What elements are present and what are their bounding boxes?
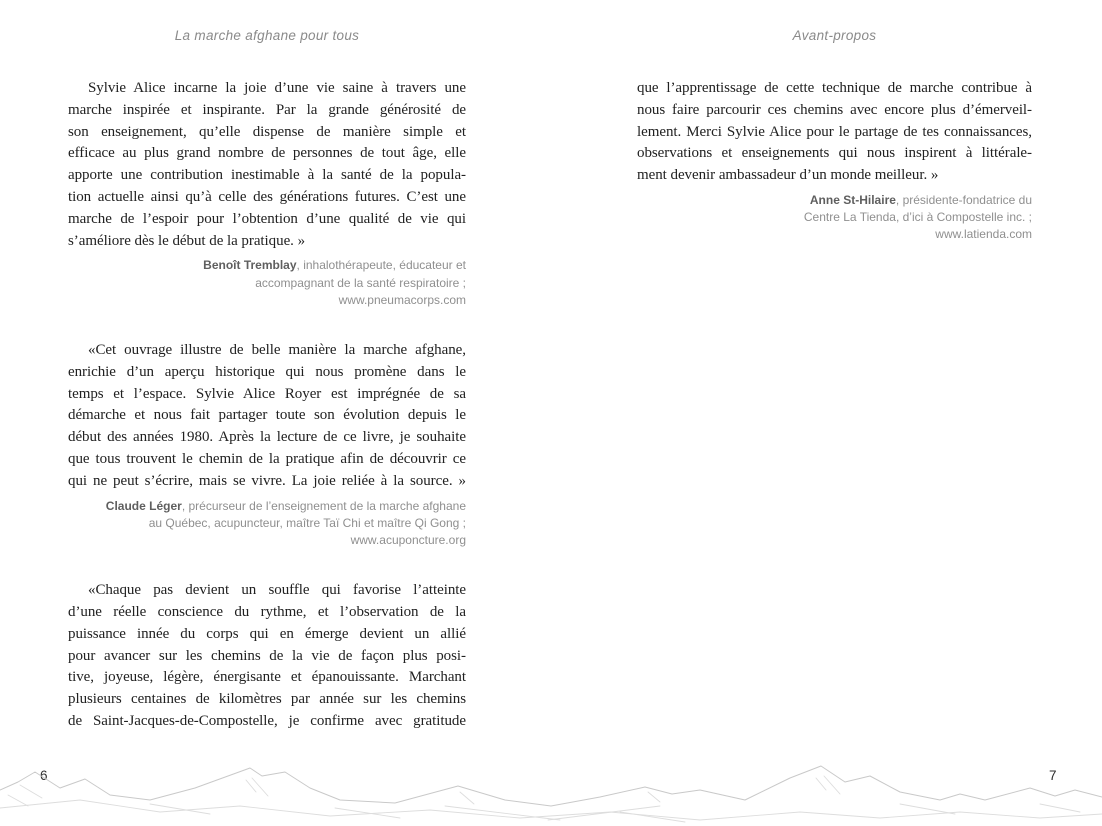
text-line: lement. Merci Sylvie Alice pour le partage de tes connaissances,	[637, 123, 1032, 140]
text-line: efficace au plus grand nombre de personnes de tout âge, elle	[68, 145, 466, 162]
text-line: tive, joyeuse, légère, énergisante et épanouissante. Marchant	[68, 669, 466, 686]
text-line: de Saint-Jacques-de-Compostelle, je confirme avec gratitude	[68, 712, 466, 729]
text-line: pour avancer sur les chemins de la vie de façon plus posi-	[68, 647, 466, 664]
attribution-block	[68, 257, 466, 309]
body-paragraph	[637, 78, 1032, 187]
text-line: nous faire parcourir ces chemins avec encore plus d’émerveil-	[637, 101, 1032, 118]
text-line: ment devenir ambassadeur d’un monde meilleur. »	[637, 167, 939, 184]
attribution-line: Centre La Tienda, d’ici à Compostelle inc. ;	[803, 210, 1032, 225]
text-line: «Chaque pas devient un souffle qui favorise l’atteinte	[88, 582, 466, 599]
attribution-line: Benoît Tremblay, inhalothérapeute, éducateur et	[203, 258, 466, 273]
body-paragraph	[68, 580, 466, 733]
text-line: «Cet ouvrage illustre de belle manière la marche afghane,	[88, 341, 466, 358]
body-paragraph	[68, 78, 466, 252]
running-header-right: Avant-propos	[792, 28, 877, 43]
page-number-right: 7	[1049, 768, 1057, 783]
text-line: apporte une contribution inestimable à la santé de la popula-	[68, 167, 466, 184]
attribution-line: www.acuponcture.org	[350, 532, 466, 547]
mountain-ridge-illustration	[0, 760, 1102, 826]
running-header-left: La marche afghane pour tous	[174, 28, 360, 43]
text-line: marche de l’espoir pour l’obtention d’une qualité de vie qui	[68, 210, 466, 227]
text-line: s’améliore dès le début de la pratique. »	[68, 232, 306, 249]
text-line: qui ne peut s’écrire, mais se vivre. La joie reliée à la source. »	[68, 472, 466, 489]
text-line: Sylvie Alice incarne la joie d’une vie saine à travers une	[88, 80, 466, 96]
text-line: son enseignement, qu’elle dispense de manière simple et	[68, 123, 466, 140]
page-left	[68, 0, 466, 826]
page-left-content	[68, 78, 466, 733]
text-line: que l’apprentissage de cette technique de marche contribue à	[637, 80, 1032, 96]
attribution-person-name: Benoît Tremblay	[203, 258, 297, 273]
attribution-line: au Québec, acupuncteur, maître Taï Chi et maître Qi Gong ;	[148, 515, 466, 530]
attribution-line: accompagnant de la santé respiratoire ;	[255, 275, 466, 290]
text-line: démarche et nous fait partager toute son évolution depuis le	[68, 407, 466, 424]
text-line: début des années 1980. Après la lecture de ce livre, je souhaite	[68, 429, 466, 446]
page-right	[637, 0, 1032, 826]
text-line: plusieurs centaines de kilomètres par année sur les chemins	[68, 691, 466, 708]
text-line: que tous trouvent le chemin de la pratique afin de découvrir ce	[68, 450, 466, 467]
page-number-left: 6	[40, 768, 48, 783]
text-line: observations et enseignements qui nous inspirent à littérale-	[637, 145, 1032, 162]
attribution-block	[68, 498, 466, 550]
attribution-line: Claude Léger, précurseur de l’enseignement de la marche afghane	[105, 498, 466, 513]
attribution-person-name: Anne St-Hilaire	[809, 192, 896, 207]
text-line: marche inspirée et inspirante. Par la grande générosité de	[68, 101, 466, 118]
attribution-line: www.pneumacorps.com	[338, 292, 466, 307]
attribution-line: Anne St-Hilaire, présidente-fondatrice du	[809, 192, 1032, 207]
text-line: temps et l’espace. Sylvie Alice Royer est imprégnée de sa	[68, 385, 466, 402]
text-line: enrichie d’un aperçu historique qui nous promène dans le	[68, 363, 466, 380]
attribution-line: www.latienda.com	[935, 227, 1032, 242]
text-line: d’une réelle conscience du rythme, et l’observation de la	[68, 603, 466, 620]
body-paragraph	[68, 340, 466, 493]
page-right-content	[637, 78, 1032, 275]
text-line: tion actuelle ainsi qu’à celle des générations futures. C’est une	[68, 188, 466, 205]
attribution-block	[637, 192, 1032, 244]
attribution-person-name: Claude Léger	[105, 498, 182, 513]
text-line: puissance innée du corps qui en émerge devient un allié	[68, 625, 466, 642]
